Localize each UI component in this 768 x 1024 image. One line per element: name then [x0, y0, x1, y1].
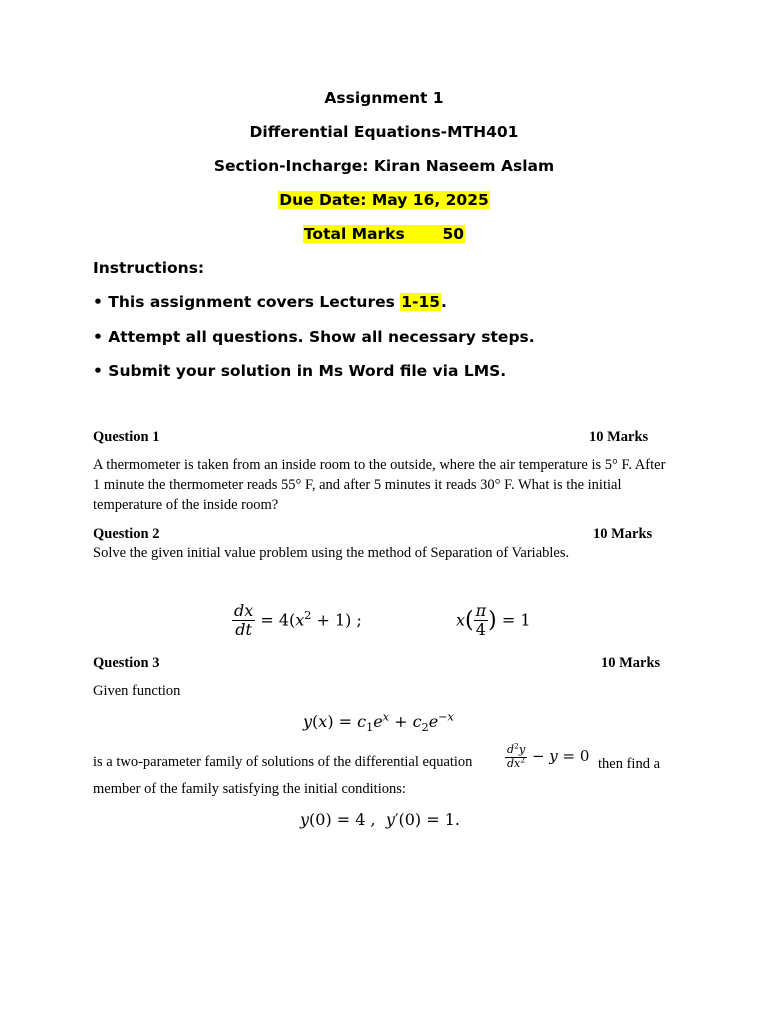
question-2-differential-equation: $\frac{dx}{dt}$ = $4(x^2 + 1)$ ;: [234, 601, 362, 640]
question-1-marks: 10 Marks: [589, 429, 649, 445]
instruction-item-submit: • Submit your solution in Ms Word file via LMS.: [93, 362, 507, 380]
dx-dt-fraction: $\frac{dx}{dt}$: [234, 601, 254, 640]
question-2-marks: 10 Marks: [593, 526, 653, 542]
section-incharge: Section-Incharge: Kiran Naseem Aslam: [213, 157, 555, 175]
question-1-title: Question 1: [93, 429, 160, 445]
instruction-item-attempt: • Attempt all questions. Show all necessary steps.: [93, 328, 535, 346]
instruction-item-lectures-suffix: .: [441, 293, 447, 311]
question-3-initial-conditions: y(0) = 4 , y′(0) = 1.: [300, 810, 460, 829]
total-marks-label: Total Marks: [303, 225, 405, 243]
question-3-intro: Given function: [93, 683, 181, 699]
instructions-heading: Instructions:: [93, 259, 205, 277]
total-marks-line: [0, 224, 768, 244]
due-date-line: [0, 190, 768, 210]
question-1-text: A thermometer is taken from an inside room to the outside, where the air temperature is 5° F. After 1 minute the thermometer reads 55° F, and after 5 minutes it reads 30° F. What is the initial temperature of the inside room?: [93, 457, 666, 513]
second-derivative-fraction: $\frac{d^2y}{dx^2}$: [507, 741, 526, 770]
question-3-family-of-solutions: $y(x) = c_1e^x + c_2e^{-x}$: [303, 710, 454, 735]
question-3-text-before: is a two-parameter family of solutions of the differential equation: [93, 754, 473, 770]
question-3-differential-equation: $\frac{d^2y}{dx^2}$ − y = 0: [507, 741, 590, 770]
pi-over-4-fraction: $\frac{\pi}{4}$: [475, 601, 487, 640]
assignment-title: Assignment 1: [324, 89, 444, 107]
course-title: Differential Equations-MTH401: [249, 123, 519, 141]
question-3-title: Question 3: [93, 655, 160, 671]
question-3-marks: 10 Marks: [601, 655, 661, 671]
instruction-item-lectures: [93, 292, 447, 312]
instruction-item-lectures-prefix: • This assignment covers Lectures: [93, 293, 401, 311]
lecture-range-highlight: 1-15: [401, 293, 441, 311]
total-marks-value: 50: [442, 225, 465, 243]
question-2-initial-condition: x( $\frac{\pi}{4}$ ) = 1: [456, 601, 531, 640]
question-3-text-after: then find a member of the family satisfying the initial conditions:: [93, 756, 661, 797]
due-date: Due Date: May 16, 2025: [279, 191, 489, 209]
question-2-text: Solve the given initial value problem using the method of Separation of Variables.: [93, 545, 570, 561]
total-marks: [303, 225, 465, 243]
question-2-title: Question 2: [93, 526, 160, 542]
